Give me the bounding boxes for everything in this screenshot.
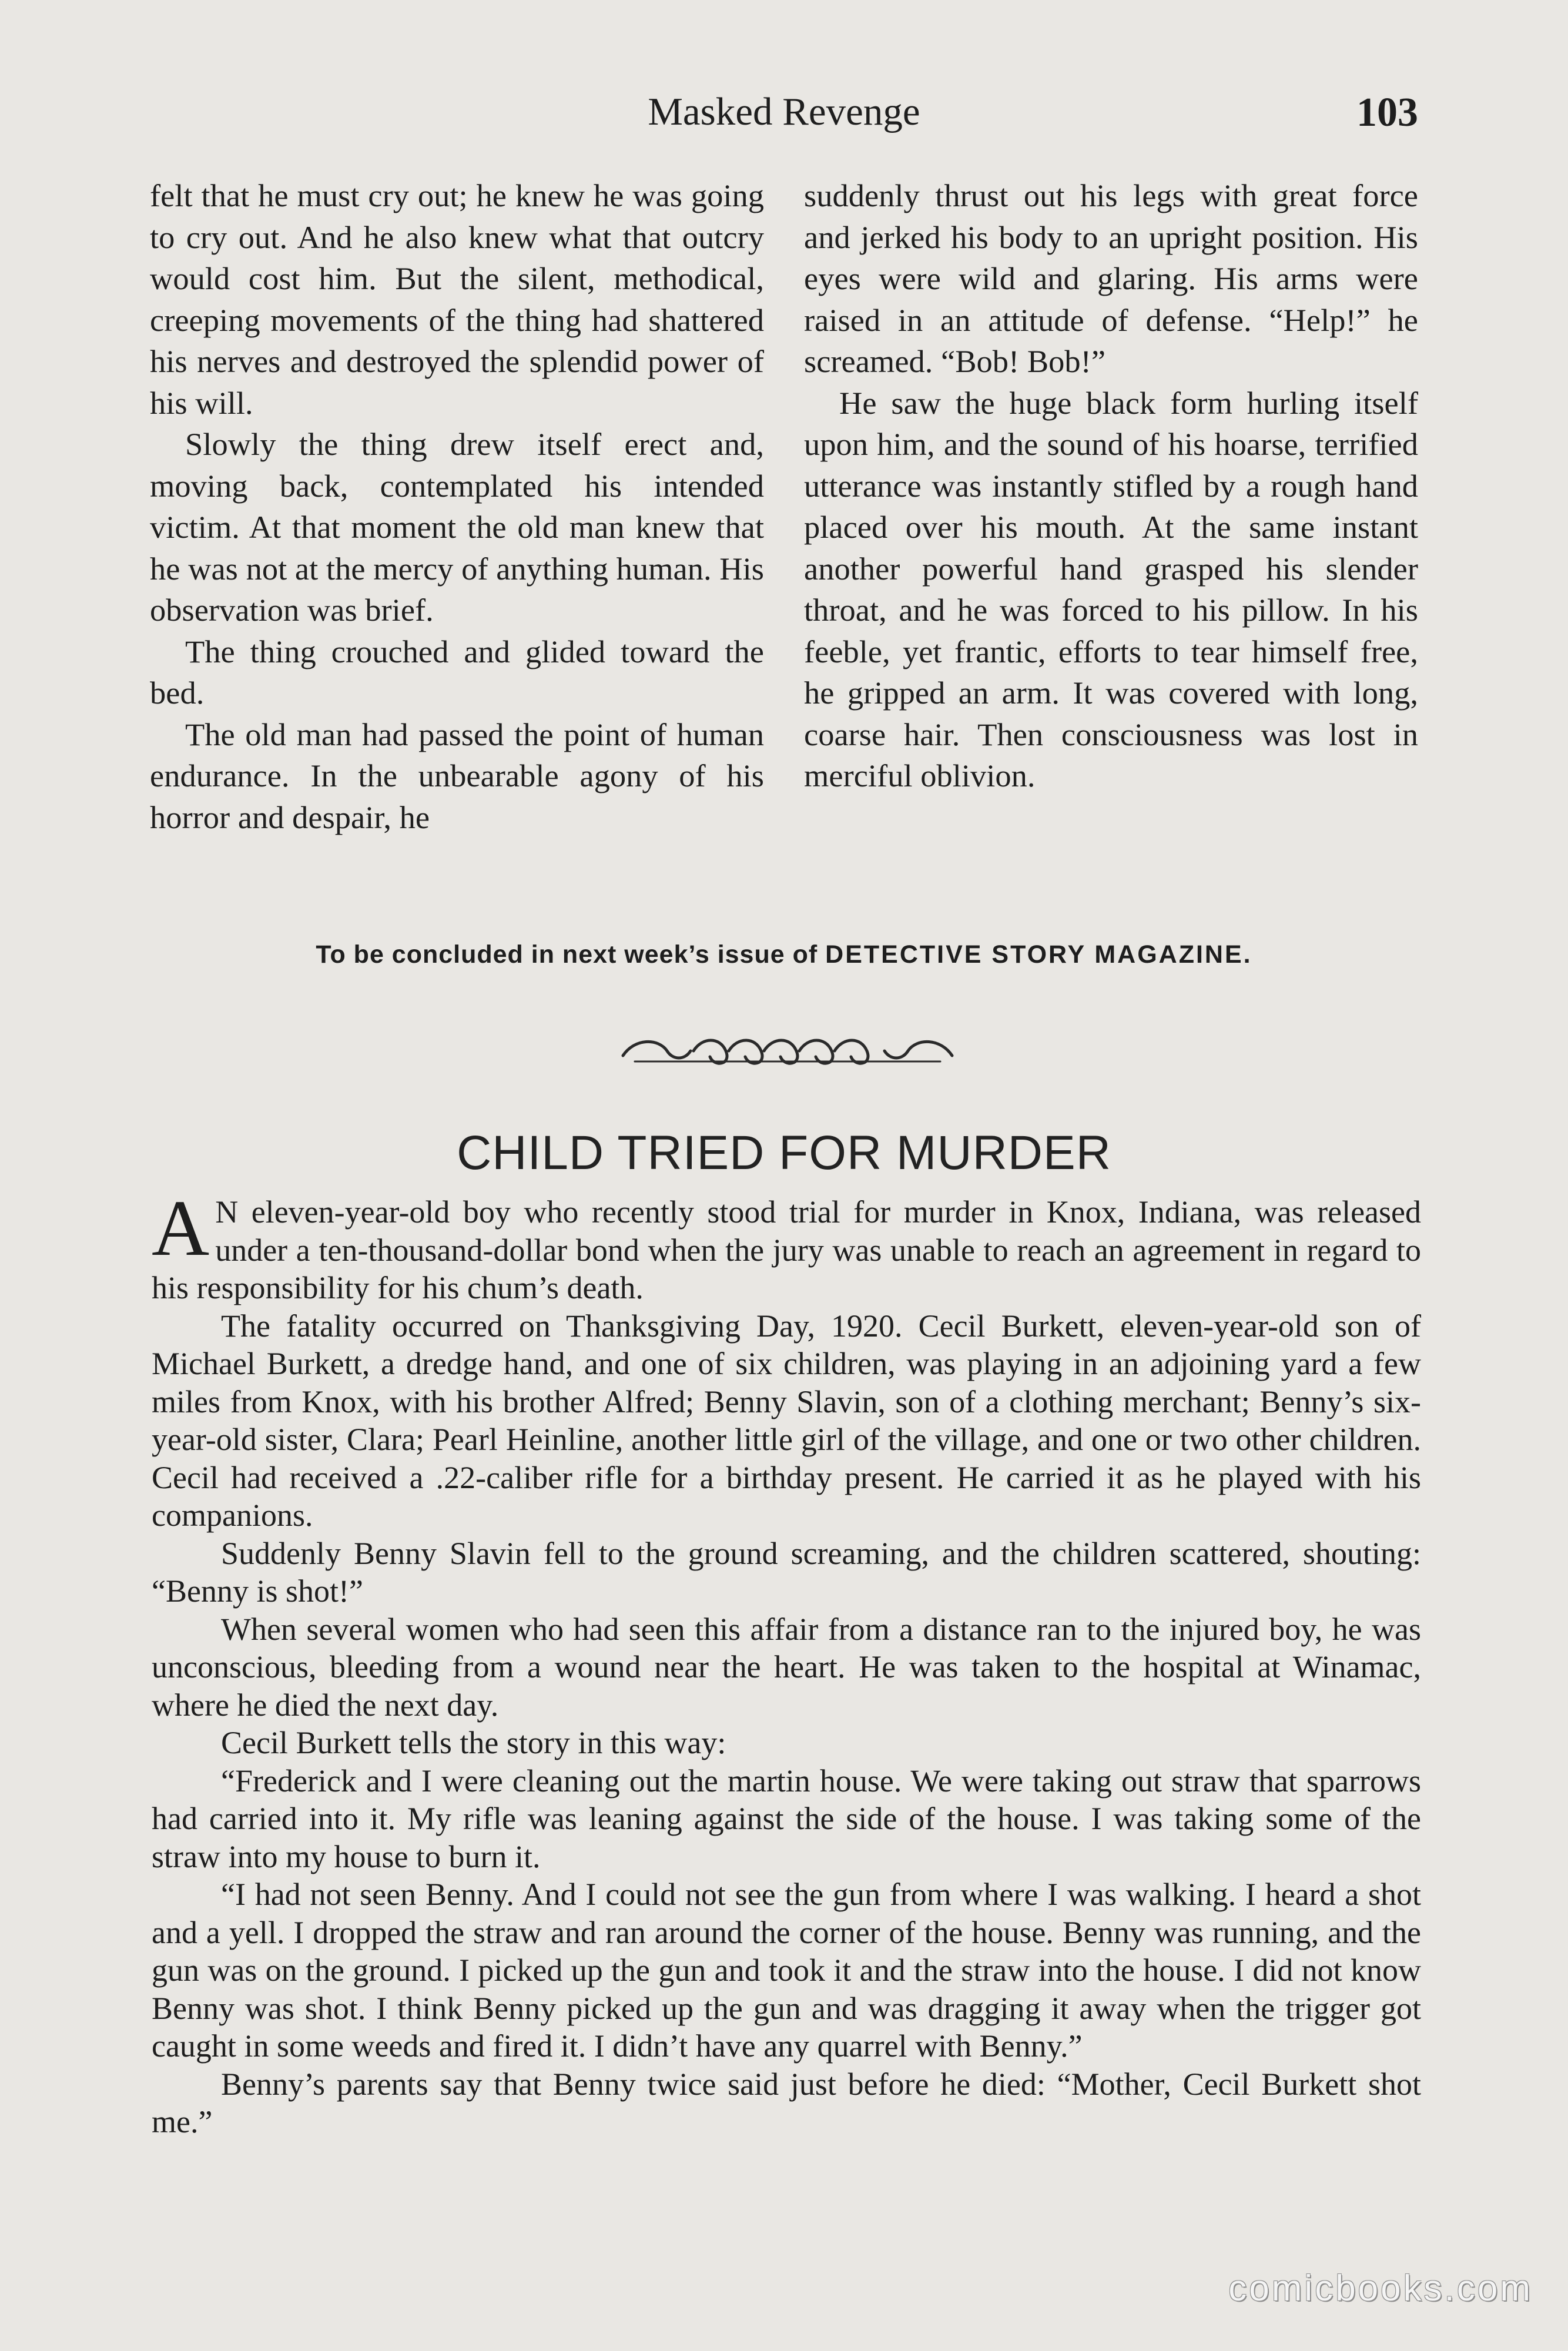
article-paragraph: When several women who had seen this affair from a distance ran to the injured boy, he was unconscious, bleeding from a wound near the heart. He was taken to the hospital at Winamac, where he died the next day. <box>152 1611 1421 1723</box>
article-paragraph: Suddenly Benny Slavin fell to the ground screaming, and the children scattered, shouting: “Benny is shot!” <box>152 1535 1421 1609</box>
article-body <box>152 1184 1421 2141</box>
article-paragraph: The fatality occurred on Thanksgiving Day, 1920. Cecil Burkett, eleven-year-old son of Michael Burkett, a dredge hand, and one of six children, was playing in an adjoining yard a few miles from Knox, with his brother Alfred; Benny Slavin, son of a clothing merchant; Benny’s six-year-old sister, Clara; Pearl Heinline, another little girl of the village, and one or two other children. Cecil had received a .22-caliber rifle for a birthday present. He carried it as he played with his companions. <box>152 1308 1421 1533</box>
magazine-name: DETECTIVE STORY MAGAZINE. <box>825 940 1252 969</box>
story-paragraph: felt that he must cry out; he knew he was going to cry out. And he also knew what that outcry would cost him. But the silent, methodical, creeping movements of the thing had shattered his nerves and destroyed the splendid power of his will. <box>150 178 764 421</box>
ornament-divider-icon <box>611 1026 964 1076</box>
story-columns <box>150 175 1418 927</box>
continuation-notice <box>150 940 1418 969</box>
right-column <box>804 175 1418 797</box>
story-paragraph: suddenly thrust out his legs with great force and jerked his body to an upright position. His eyes were wild and glaring. His arms were raised in an attitude of defense. “Help!” he screamed. “Bob! Bob!” <box>804 178 1418 379</box>
lead-paragraph <box>152 1184 1421 1307</box>
watermark: comicbooks.com <box>1228 2268 1533 2309</box>
article-paragraph: “Frederick and I were cleaning out the martin house. We were taking out straw that sparrows had carried into it. My rifle was leaning against the side of the house. I was taking some of the straw into my house to burn it. <box>152 1763 1421 1874</box>
continuation-text: To be concluded in next week’s issue of <box>316 940 826 969</box>
story-paragraph: The old man had passed the point of human endurance. In the unbearable agony of his horror and despair, he <box>150 716 764 835</box>
story-paragraph: Slowly the thing drew itself erect and, moving back, contemplated his intended victim. At that moment the old man knew that he was not at the mercy of anything human. His observation was brief. <box>150 426 764 628</box>
running-title: Masked Revenge <box>648 90 920 133</box>
story-paragraph: The thing crouched and glided toward the bed. <box>150 633 764 711</box>
article-paragraph: Cecil Burkett tells the story in this way: <box>221 1725 726 1760</box>
running-head <box>150 89 1418 148</box>
lead-text: N eleven-year-old boy who recently stood trial for murder in Knox, Indiana, was released under a ten-thousand-dollar bond when the jury was unable to reach an agreement in regard to his responsibility for his chum’s death. <box>152 1194 1421 1305</box>
page-number: 103 <box>1356 90 1418 135</box>
left-column <box>150 175 764 838</box>
drop-cap: A <box>152 1184 210 1272</box>
article-paragraph: “I had not seen Benny. And I could not see the gun from where I was walking. I heard a shot and a yell. I dropped the straw and ran around the corner of the house. Benny was running, and the gun was on the ground. I picked up the gun and took it and the straw into the house. I did not know Benny was shot. I think Benny picked up the gun and was dragging it away when the trigger got caught in some weeds and fired it. I didn’t have any quarrel with Benny.” <box>152 1877 1421 2064</box>
article-title: CHILD TRIED FOR MURDER <box>457 1126 1111 1180</box>
article-paragraph: Benny’s parents say that Benny twice said just before he died: “Mother, Cecil Burkett shot me.” <box>152 2066 1421 2139</box>
story-paragraph: He saw the huge black form hurling itself upon him, and the sound of his hoarse, terrified utterance was instantly stifled by a rough hand placed over his mouth. At the same instant another powerful hand grasped his slender throat, and he was forced to his pillow. In his feeble, yet frantic, efforts to tear himself free, he gripped an arm. It was covered with long, coarse hair. Then consciousness was lost in merciful oblivion. <box>804 384 1418 793</box>
